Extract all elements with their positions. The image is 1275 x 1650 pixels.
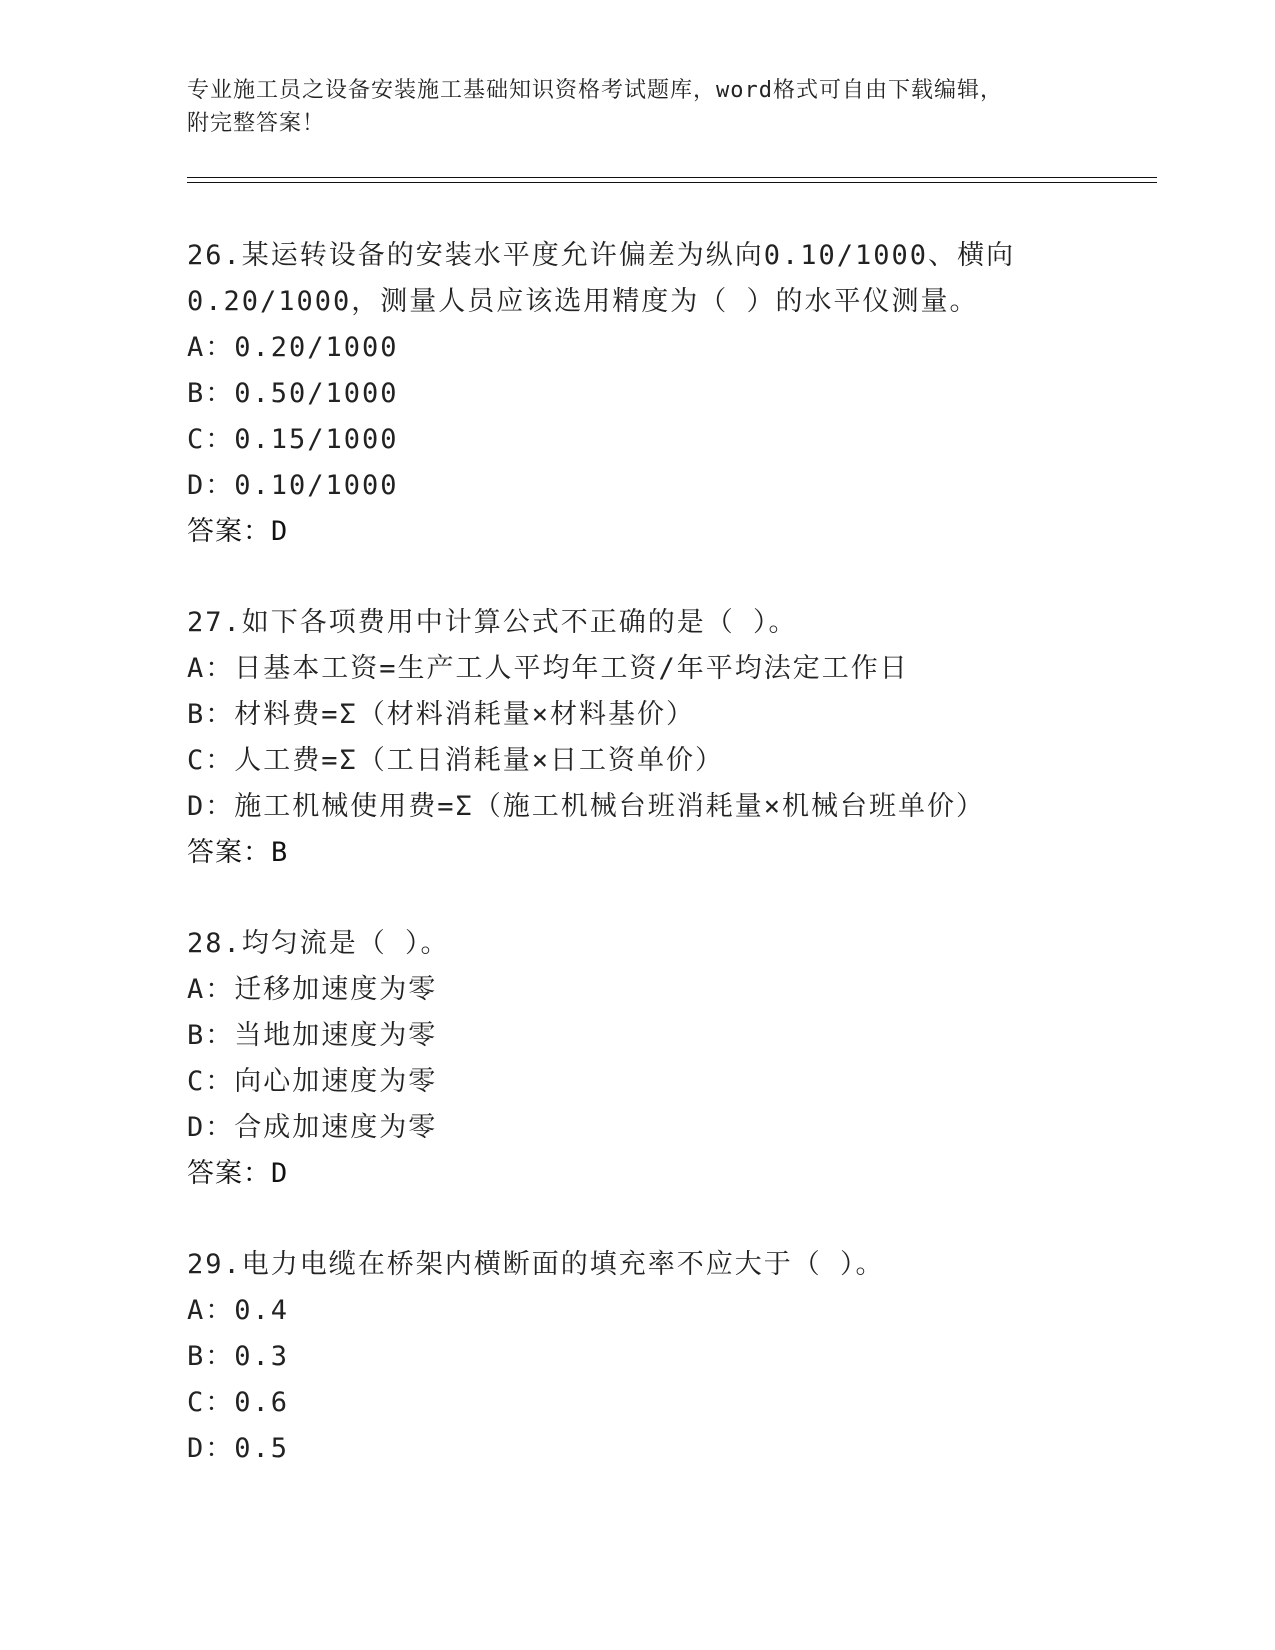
question-26: [187, 233, 1187, 555]
option-d: D：0.5: [187, 1433, 290, 1464]
option-a: A：日基本工资=生产工人平均年工资/年平均法定工作日: [187, 653, 909, 684]
document-header: [187, 74, 1087, 140]
option-c: C：人工费=Σ（工日消耗量×日工资单价）: [187, 745, 725, 776]
question-stem-line: 0.20/1000，测量人员应该选用精度为（ ）的水平仪测量。: [187, 286, 979, 317]
option-a: A：0.4: [187, 1295, 290, 1326]
header-line-1: 专业施工员之设备安装施工基础知识资格考试题库，word格式可自由下载编辑，: [187, 78, 1003, 103]
question-list: [187, 233, 1187, 1517]
option-d: D：施工机械使用费=Σ（施工机械台班消耗量×机械台班单价）: [187, 791, 986, 822]
option-a: A：迁移加速度为零: [187, 974, 438, 1005]
option-d: D：合成加速度为零: [187, 1112, 438, 1143]
question-28: [187, 921, 1187, 1197]
question-29: [187, 1242, 1187, 1472]
option-c: C：0.15/1000: [187, 424, 399, 455]
option-c: C：0.6: [187, 1387, 290, 1418]
answer-label: 答案：B: [187, 837, 289, 868]
option-d: D：0.10/1000: [187, 470, 399, 501]
option-b: B：0.3: [187, 1341, 290, 1372]
option-b: B：0.50/1000: [187, 378, 399, 409]
header-divider-top: [187, 177, 1157, 178]
header-line-2: 附完整答案！: [187, 111, 326, 136]
question-stem-line: 26.某运转设备的安装水平度允许偏差为纵向0.10/1000、横向: [187, 240, 1016, 271]
option-b: B：材料费=Σ（材料消耗量×材料基价）: [187, 699, 696, 730]
option-c: C：向心加速度为零: [187, 1066, 438, 1097]
question-stem-line: 29.电力电缆在桥架内横断面的填充率不应大于（ ）。: [187, 1249, 885, 1280]
option-b: B：当地加速度为零: [187, 1020, 438, 1051]
answer-label: 答案：D: [187, 516, 289, 547]
question-stem-line: 27.如下各项费用中计算公式不正确的是（ ）。: [187, 607, 798, 638]
question-stem-line: 28.均匀流是（ ）。: [187, 928, 450, 959]
header-divider-bottom: [187, 182, 1157, 183]
option-a: A：0.20/1000: [187, 332, 399, 363]
answer-label: 答案：D: [187, 1158, 289, 1189]
question-27: [187, 600, 1187, 876]
